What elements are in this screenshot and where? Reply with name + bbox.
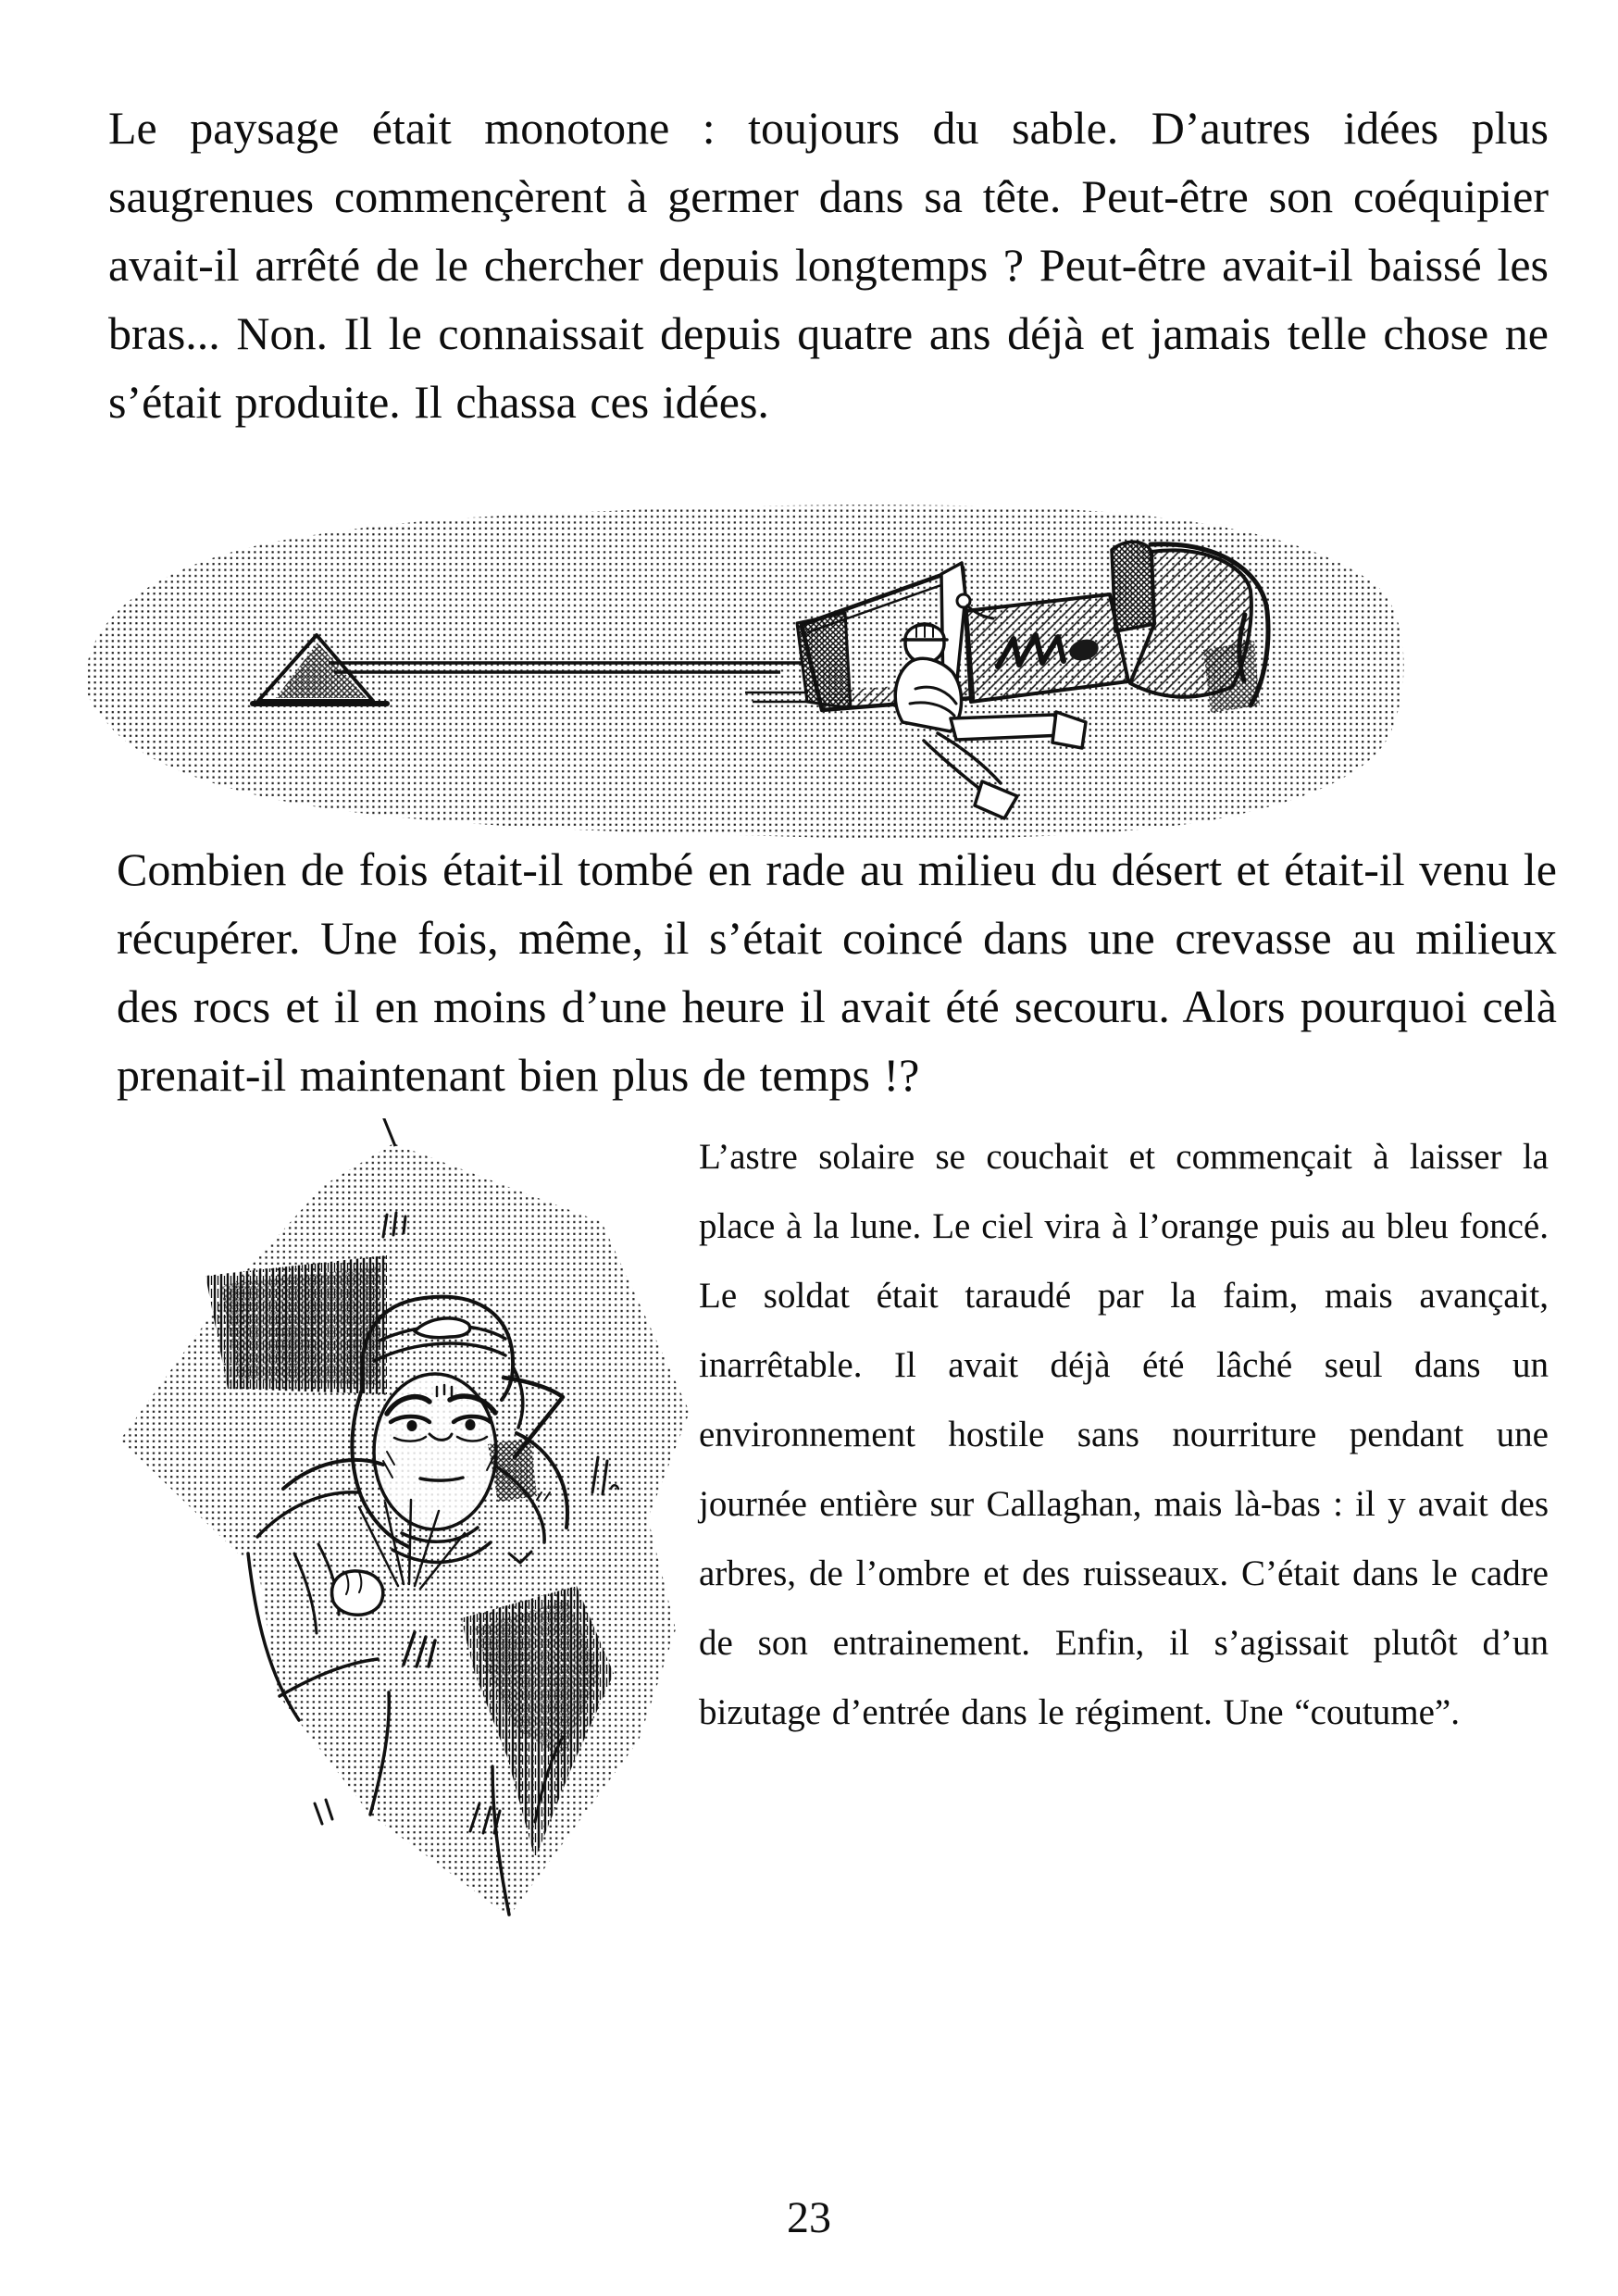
paragraph-1: Le paysage était monotone : toujours du sable. D’autres idées plus saugrenues commençèrent à germer dans sa tête. Peut-être son coéquipier avait-il arrêté de le chercher depuis longtemps ? Peut-être avait-il baissé les bras... Non. Il le connaissait depuis quatre ans déjà et jamais telle chose ne s’était produite. Il chassa ces idées. — [108, 102, 1549, 428]
paragraph-3: L’astre solaire se couchait et commençait à laisser la place à la lune. Le ciel vira à l’orange puis au bleu foncé. Le soldat était taraudé par la faim, mais avançait, inarrêtable. Il avait déjà été lâché seul dans un environnement hostile sans nourriture pendant une journée entière sur Callaghan, mais là-bas : il y avait des arbres, de l’ombre et des ruisseaux. C’était dans le cadre de son entrainement. Enfin, il s’agissait plutôt d’un bizutage d’entrée dans le régiment. Une “coutume”. — [699, 1137, 1549, 1732]
halftone-blob — [120, 1143, 690, 1916]
figure-desert-scene — [86, 502, 1410, 842]
figure-soldier-portrait — [109, 1118, 692, 1933]
page-number: 23 — [787, 2193, 831, 2242]
paragraph-2: Combien de fois était-il tombé en rade au milieu du désert et était-il venu le récupérer. Une fois, même, il s’était coincé dans une crevasse au milieux des rocs et il en moins d’une heure il avait été secouru. Alors pourquoi celà prenait-il maintenant bien plus de temps !? — [117, 843, 1557, 1101]
crack-line — [383, 1118, 395, 1146]
shadow-patch-top — [205, 1255, 387, 1394]
